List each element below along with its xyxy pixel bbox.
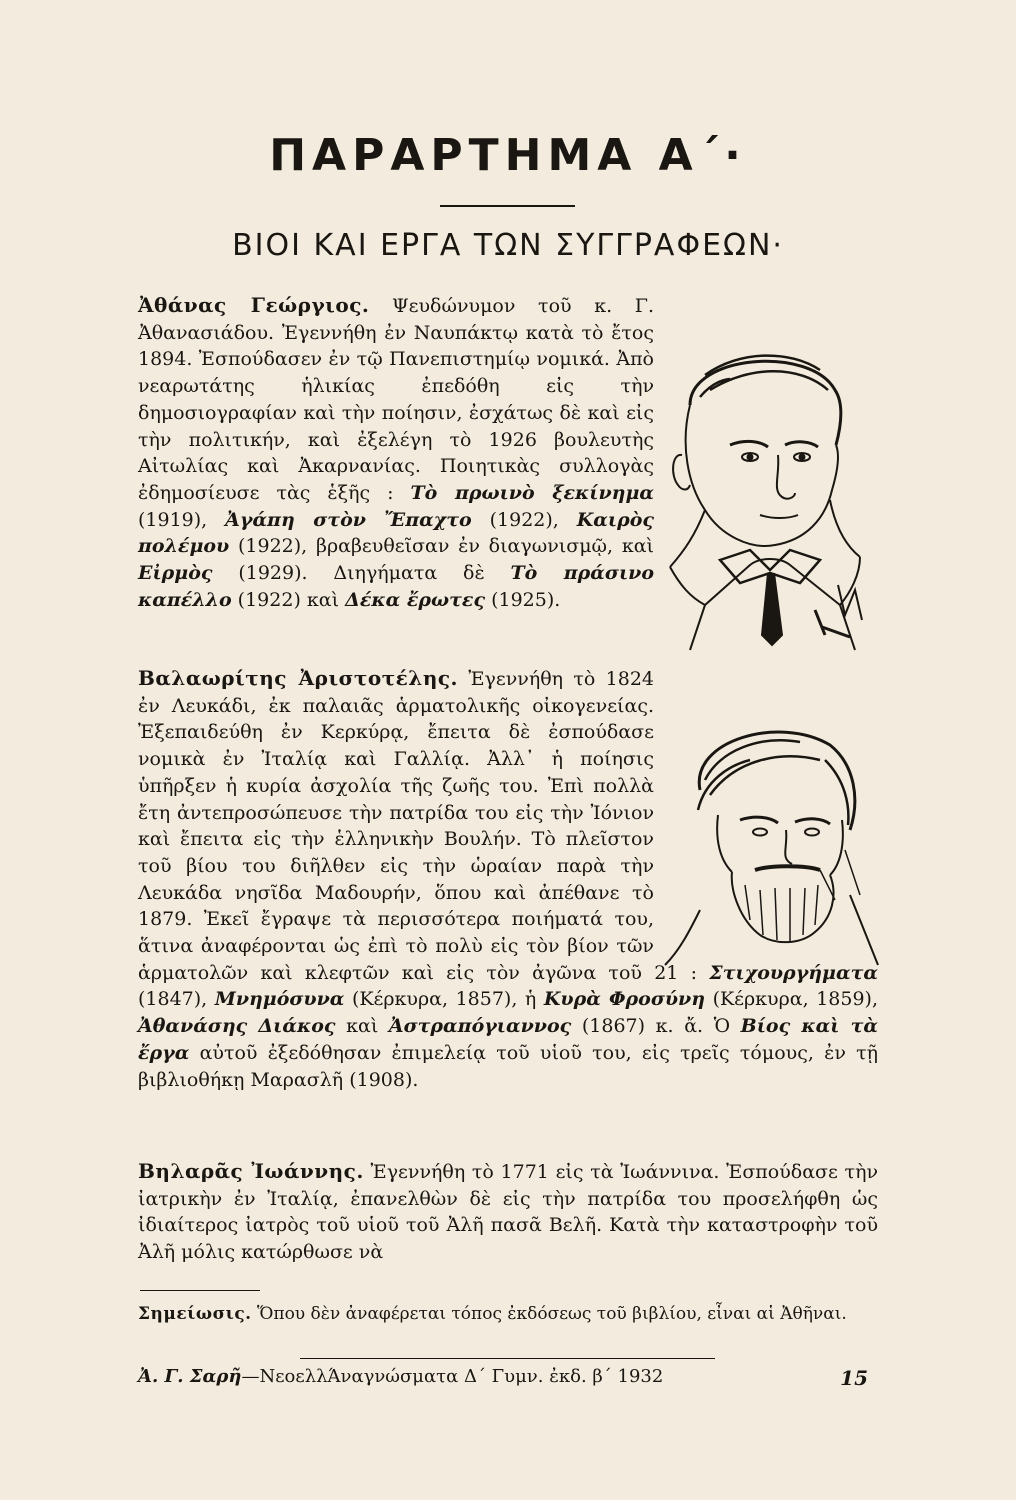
entry-vilaras: Βηλαρᾶς Ἰωάννης. Ἐγεννήθη τὸ 1771 εἰς τὰ Ἰωάννινα. Ἐσπούδασε τὴν ἰατρικὴν ἐν Ἰταλίᾳ, ἐπανελθὼν δὲ εἰς τὴν πατρίδα του προσελήφθη ὡς ἰδιαίτερος ἰατρὸς τοῦ υἱοῦ τοῦ Ἀλῆ πασᾶ Βελῆ. Κατὰ τὴν καταστροφὴν τοῦ Ἀλῆ μόλις κατώρθωσε νὰ — [138, 1159, 879, 1264]
footnote-rule — [140, 1290, 260, 1291]
work-title: Μνημόσυνα — [214, 988, 345, 1011]
appendix-heading: ΠΑΡΑΡΤΗΜΑ Α΄· — [269, 130, 747, 181]
portrait-athanas — [650, 335, 870, 655]
entry-name: Ἀθάνας Γεώργιος. — [138, 293, 370, 317]
heading-rule — [440, 205, 575, 207]
footnote-text: Ὅπου δὲν ἀναφέρεται τόπος ἐκδόσεως τοῦ βιβλίου, εἶναι αἱ Ἀθῆναι. — [251, 1304, 847, 1324]
footer-author: Ἀ. Γ. Σαρῆ — [138, 1366, 242, 1387]
entry-name: Βαλαωρίτης Ἀριστοτέλης. — [138, 666, 459, 690]
entry-athanas: Ἀθάνας Γεώργιος. Ψευδώνυμον τοῦ κ. Γ. Ἀθανασιάδου. Ἐγεννήθη ἐν Ναυπάκτῳ κατὰ τὸ ἔτος 1894. Ἐσπούδασεν ἐν τῷ Πανεπιστημίῳ νομικά. Ἀπὸ νεαρωτάτης ἡλικίας ἐπεδόθη εἰς τὴν δημοσιογραφίαν καὶ τὴν ποίησιν, ἐσχάτως δὲ καὶ εἰς τὴν πολιτικήν, καὶ ἐξελέγη τὸ 1926 βουλευτὴς Αἰτωλίας καὶ Ἀκαρνανίας. Ποιητικὰς συλλογὰς ἐδημοσίευσε τὰς ἑξῆς : Τὸ πρωινὸ ξεκίνημα (1919), Ἀγάπη στὸν Ἔπαχτο (1922), Καιρὸς πολέμου (1922), βραβευθεῖσαν ἐν διαγωνισμῷ, καὶ Εἰρμὸς (1929). Διηγήματα δὲ Τὸ πράσινο καπέλλο (1922) καὶ Δέκα ἔρωτες (1925). — [138, 292, 878, 664]
footer-title: —ΝεοελλΆναγνώσματα Δ΄ Γυμν. ἐκδ. β΄ 1932 — [241, 1366, 664, 1387]
footer-rule — [300, 1358, 715, 1359]
work-title: Ἀθανάσης Διάκος — [138, 1015, 336, 1038]
entry-valaoritis: Βαλαωρίτης Ἀριστοτέλης. Ἐγεννήθη τὸ 1824 ἐν Λευκάδι, ἐκ παλαιᾶς ἁρματολικῆς οἰκογενείας. Ἐξεπαιδεύθη ἐν Κερκύρᾳ, ἔπειτα δὲ ἐσπούδασε νομικὰ ἐν Ἰταλίᾳ καὶ Γαλλίᾳ. Ἀλλ᾽ ἡ ποίησις ὑπῆρξεν ἡ κυρία ἀσχολία τῆς ζωῆς του. Ἐπὶ πολλὰ ἔτη ἀντεπροσώπευσε τὴν πατρίδα του εἰς τὴν Ἰόνιον καὶ ἔπειτα εἰς τὴν ἑλληνικὴν Βουλήν. Τὸ πλεῖστον τοῦ βίου του διῆλθεν εἰς τὴν ὡραίαν παρὰ τὴν Λευκάδα νησῖδα Μαδουρήν, ὅπου καὶ ἀπέθανε τὸ 1879. Ἐκεῖ ἔγραψε τὰ περισσότερα ποιήματά του, ἅτινα ἀναφέρονται ὡς ἐπὶ τὸ πολὺ εἰς τὸν βίον τῶν ἁρματολῶν καὶ κλεφτῶν καὶ εἰς τὸν ἀγῶνα τοῦ 21 : Στιχουργήματα (1847), Μνημόσυνα (Κέρκυρα, 1857), ἡ Κυρὰ Φροσύνη (Κέρκυρα, 1859), Ἀθανάσης Διάκος καὶ Ἀστραπόγιαννος (1867) κ. ἄ. Ὁ Βίος καὶ τὰ ἔργα αὐτοῦ ἐξεδόθησαν ἐπιμελείᾳ τοῦ υἱοῦ του, εἰς τρεῖς τόμους, ἐν τῇ βιβλιοθήκῃ Μαρασλῆ (1908). — [138, 666, 879, 1091]
page-number: 15 — [840, 1366, 868, 1390]
work-title: Τὸ πράσινο καπέλλο — [138, 562, 654, 611]
work-title: Στιχουργήματα — [709, 961, 878, 984]
page-footer — [138, 1366, 868, 1390]
entry-name: Βηλαρᾶς Ἰωάννης. — [138, 1159, 364, 1183]
work-title: Βίος καὶ τὰ ἔργα — [138, 1015, 879, 1064]
footnote — [138, 1303, 878, 1325]
work-title: Δέκα ἔρωτες — [345, 588, 486, 611]
work-title: Τὸ πρωινὸ ξεκίνημα — [410, 481, 654, 504]
work-title: Ἀγάπη στὸν Ἔπαχτο — [225, 508, 472, 531]
section-subheading: ΒΙΟΙ ΚΑΙ ΕΡΓΑ ΤΩΝ ΣΥΓΓΡΑΦΕΩΝ· — [232, 228, 784, 263]
portrait-valaoritis — [660, 720, 880, 970]
work-title: Εἰρμὸς — [138, 562, 213, 585]
work-title: Καιρὸς πολέμου — [138, 508, 654, 558]
footnote-label: Σημείωσις. — [138, 1304, 252, 1324]
work-title: Κυρὰ Φροσύνη — [543, 988, 706, 1011]
work-title: Ἀστραπόγιαννος — [388, 1015, 572, 1038]
